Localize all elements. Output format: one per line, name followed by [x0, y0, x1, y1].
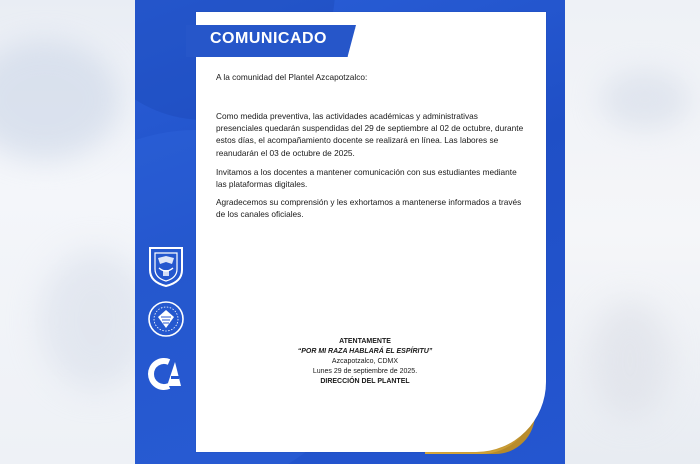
signature-place: Azcapotzalco, CDMX [331, 358, 399, 365]
cch-seal-icon [147, 300, 185, 338]
signature-block [280, 337, 450, 387]
notice-title: COMUNICADO [210, 30, 327, 47]
blurred-background-right [565, 0, 700, 464]
signature-closing: ATENTAMENTE [339, 338, 391, 345]
notice-greeting: A la comunidad del Plantel Azcapotzalco: [216, 72, 368, 82]
signature-motto: “POR MI RAZA HABLARÁ EL ESPÍRITU” [297, 348, 433, 355]
signature-date: Lunes 29 de septiembre de 2025. [312, 368, 418, 375]
unam-seal-icon [146, 244, 186, 288]
background-blob [40, 250, 150, 390]
signature-signer: DIRECCIÓN DEL PLANTEL [320, 378, 410, 385]
notice-paragraph-2: Invitamos a los docentes a mantener comunicación con sus estudiantes mediante las plataformas digitales. [216, 167, 517, 190]
background-blob [590, 300, 670, 420]
background-blob [0, 40, 120, 160]
notice-paragraph-1: Como medida preventiva, las actividades académicas y administrativas presenciales quedarán suspendidas del 29 de septiembre al 02 de octubre, durante estos días, el acompañamiento docente se realizará en línea. Las labores se reanudarán el 03 de octubre de 2025. [216, 111, 524, 158]
background-blob [600, 70, 690, 130]
cch-azcapotzalco-logo-icon [147, 356, 183, 392]
blurred-background-left [0, 0, 135, 464]
notice-paragraph-3: Agradecemos su comprensión y les exhortamos a mantenerse informados a través de los canales oficiales. [216, 197, 522, 220]
